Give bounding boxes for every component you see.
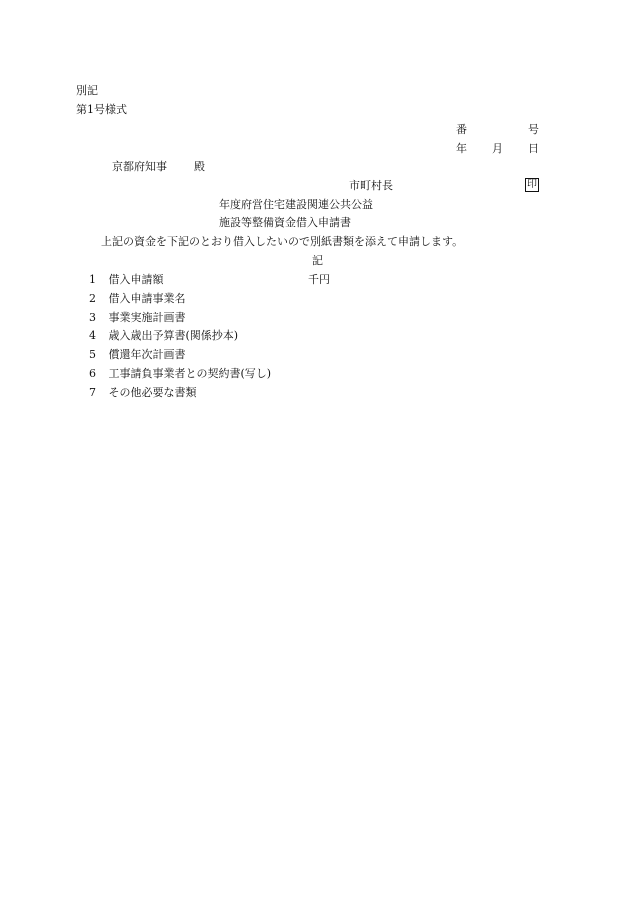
item-number: 7 [89,386,96,399]
item-label: 借入申請事業名 [108,292,186,305]
list-item [89,329,238,343]
amount-unit: 千円 [308,273,330,286]
item-number: 4 [89,329,96,342]
list-item [89,386,197,400]
addressee-honorific: 殿 [194,160,205,173]
reference-number-go: 号 [528,123,539,136]
ki-heading: 記 [312,254,323,267]
item-label: その他必要な書類 [108,386,197,399]
list-item [89,292,186,306]
list-item [89,273,164,287]
applicant-title: 市町村長 [349,179,393,192]
item-label: 借入申請額 [108,273,164,286]
body-text: 上記の資金を下記のとおり借入したいので別紙書類を添えて申請します。 [101,235,464,248]
list-item [89,311,186,325]
item-number: 6 [89,367,96,380]
reference-number-ban: 番 [456,123,467,136]
date-month: 月 [492,142,503,155]
item-number: 2 [89,292,96,305]
list-item [89,348,186,362]
list-item [89,367,271,381]
item-number: 1 [89,273,96,286]
item-label: 歳入歳出予算書(関係抄本) [108,329,239,342]
addressee-name: 京都府知事 [112,160,167,173]
date-day: 日 [528,142,539,155]
annex-label: 別記 [76,84,98,97]
item-number: 3 [89,311,96,324]
seal-mark: 印 [527,179,537,190]
form-number: 第1号様式 [76,103,127,116]
item-label: 償還年次計画書 [108,348,186,361]
date-year: 年 [456,142,467,155]
document-title-line2: 施設等整備資金借入申請書 [219,216,351,229]
item-number: 5 [89,348,96,361]
item-label: 事業実施計画書 [108,311,186,324]
document-title-line1: 年度府営住宅建設関連公共公益 [219,198,373,211]
item-label: 工事請負事業者との契約書(写し) [108,367,272,380]
